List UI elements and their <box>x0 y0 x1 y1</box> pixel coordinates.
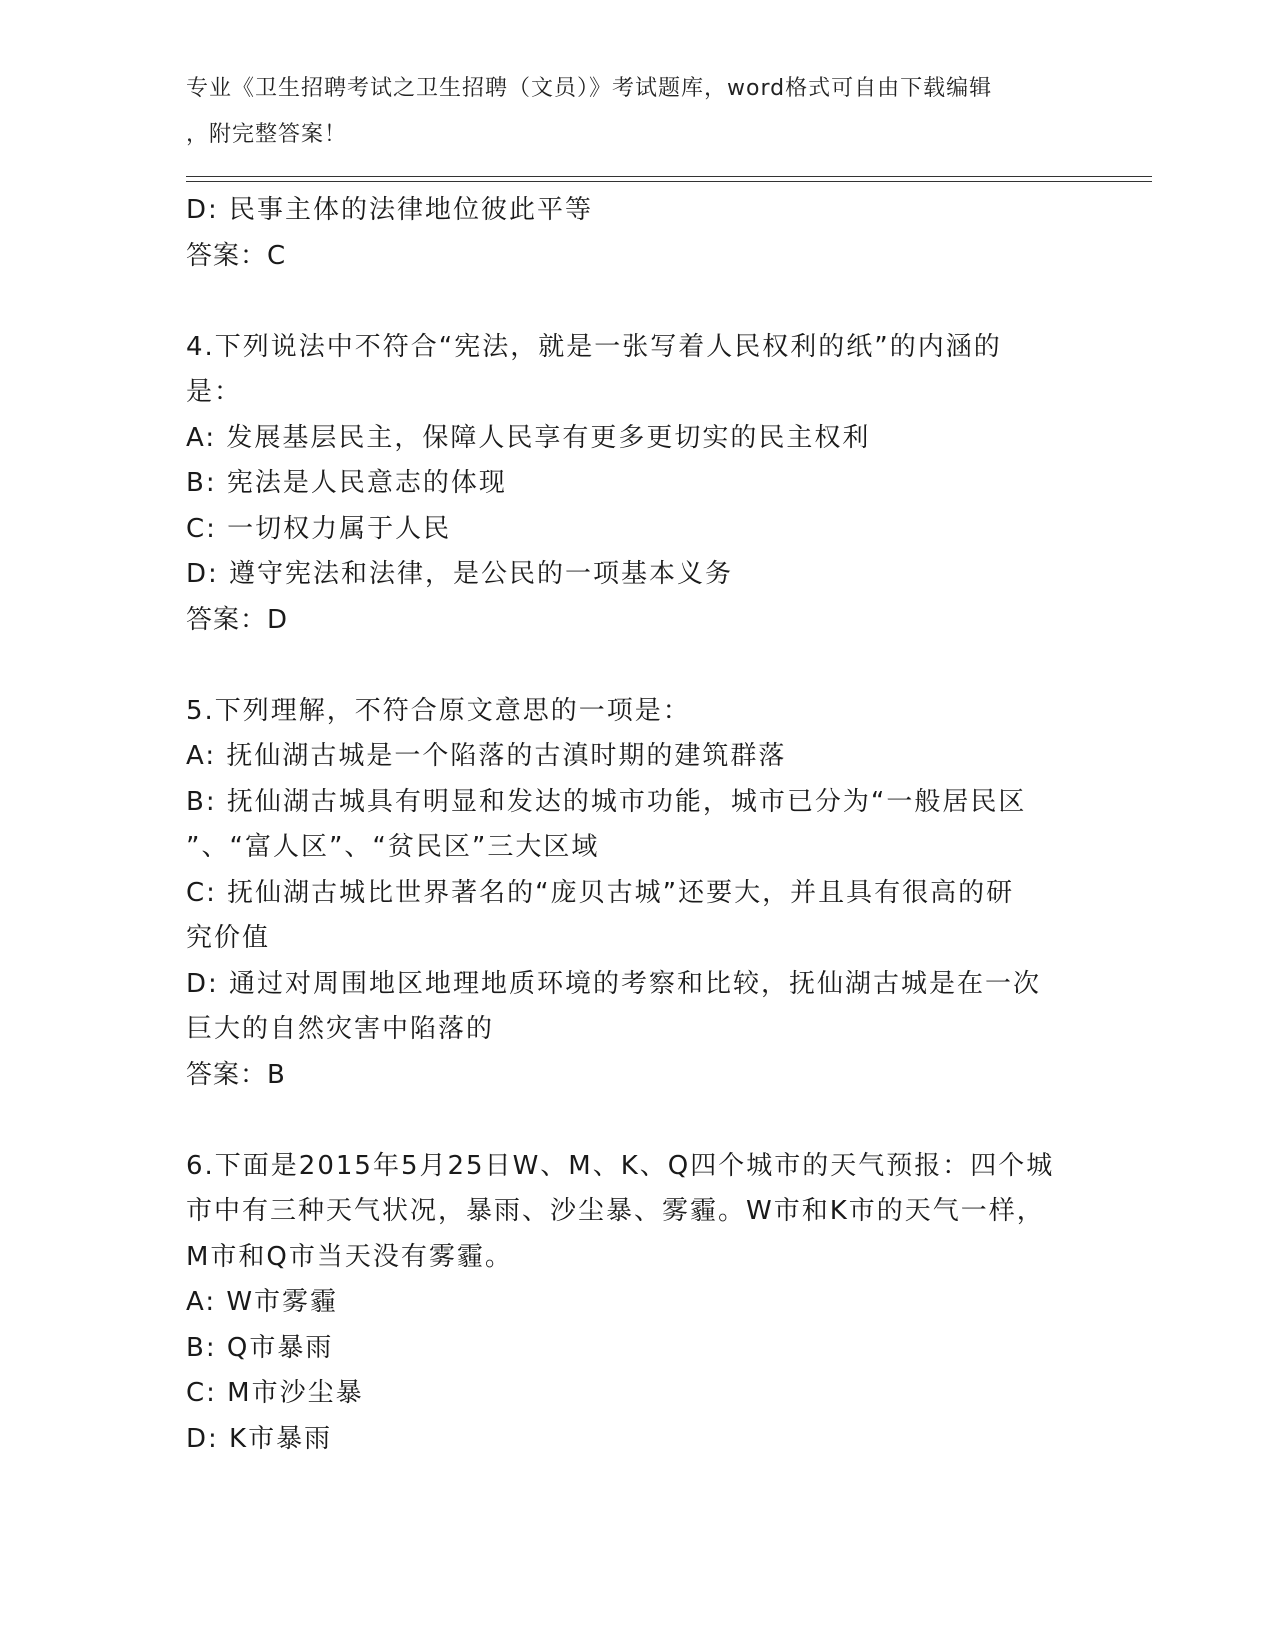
question-stem-continued: 市中有三种天气状况，暴雨、沙尘暴、雾霾。W市和K市的天气一样， <box>186 1196 1045 1226</box>
option-a: A: W市雾霾 <box>186 1287 339 1317</box>
option-d: D: 民事主体的法律地位彼此平等 <box>186 195 594 225</box>
option-c-continued: 究价值 <box>186 923 271 953</box>
question-stem: 4.下列说法中不符合“宪法，就是一张写着人民权利的纸”的内涵的 <box>186 331 1002 362</box>
option-d: D: 通过对周围地区地理地质环境的考察和比较，抚仙湖古城是在一次 <box>186 968 1042 999</box>
option-d-continued: 巨大的自然灾害中陷落的 <box>186 1014 495 1044</box>
option-b-continued: ”、“富人区”、“贫民区”三大区域 <box>186 832 600 862</box>
question-stem-continued: M市和Q市当天没有雾霾。 <box>186 1241 513 1272</box>
document-body <box>186 188 1066 1462</box>
option-b: B: 抚仙湖古城具有明显和发达的城市功能，城市已分为“一般居民区 <box>186 786 1027 817</box>
question-3-tail <box>186 188 1066 279</box>
option-b: B: Q市暴雨 <box>186 1332 334 1363</box>
document-header <box>186 72 1066 163</box>
header-line-2: ，附完整答案！ <box>186 121 348 147</box>
question-5 <box>186 689 1066 1099</box>
option-a: A: 抚仙湖古城是一个陷落的古滇时期的建筑群落 <box>186 741 787 771</box>
spacer <box>186 1098 1066 1144</box>
question-stem: 6.下面是2015年5月25日W、M、K、Q四个城市的天气预报：四个城 <box>186 1150 1055 1181</box>
option-b: B: 宪法是人民意志的体现 <box>186 468 507 498</box>
option-c: C: M市沙尘暴 <box>186 1378 364 1408</box>
answer-line: 答案：B <box>186 1059 286 1090</box>
spacer <box>186 643 1066 689</box>
header-divider-bottom <box>186 181 1152 182</box>
question-stem-continued: 是： <box>186 377 243 407</box>
answer-line: 答案：C <box>186 240 287 271</box>
question-6 <box>186 1144 1066 1463</box>
option-d: D: K市暴雨 <box>186 1423 333 1454</box>
header-line-1: 专业《卫生招聘考试之卫生招聘（文员）》考试题库，word格式可自由下载编辑 <box>186 76 993 101</box>
question-4 <box>186 325 1066 644</box>
option-d: D: 遵守宪法和法律，是公民的一项基本义务 <box>186 559 734 589</box>
option-c: C: 抚仙湖古城比世界著名的“庞贝古城”还要大，并且具有很高的研 <box>186 877 1015 908</box>
question-stem: 5.下列理解，不符合原文意思的一项是： <box>186 695 691 726</box>
header-divider-top <box>186 176 1152 177</box>
spacer <box>186 279 1066 325</box>
option-a: A: 发展基层民主，保障人民享有更多更切实的民主权利 <box>186 422 871 453</box>
option-c: C: 一切权力属于人民 <box>186 513 452 544</box>
answer-line: 答案：D <box>186 604 289 635</box>
